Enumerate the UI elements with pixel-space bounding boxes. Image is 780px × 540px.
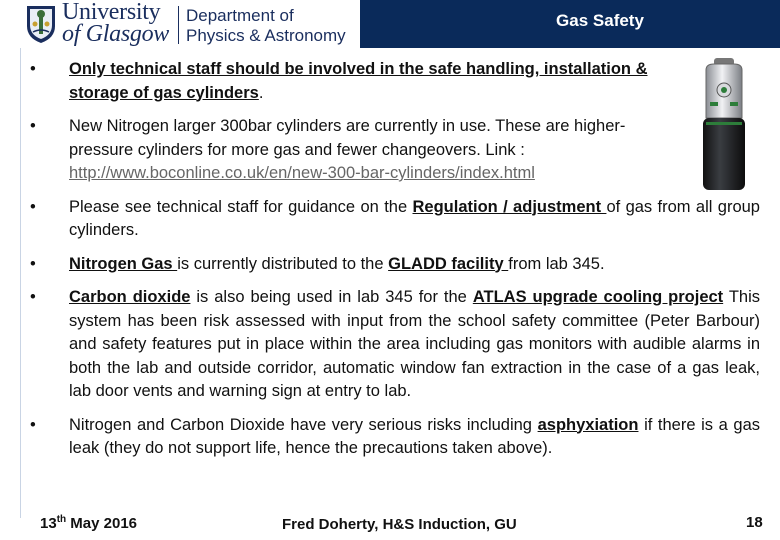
- bullet-marker: •: [30, 288, 36, 306]
- footer-date-day: 13: [40, 515, 57, 532]
- university-name-line1: University: [62, 0, 161, 25]
- footer-date: [40, 514, 137, 532]
- bullet-text: is also being used in lab 345 for the: [190, 288, 473, 306]
- bullet-text: from lab 345.: [508, 254, 605, 273]
- bullet-text-strong: Regulation / adjustment: [412, 197, 607, 216]
- department-name-line2: Physics & Astronomy: [186, 26, 346, 45]
- bullet-text-strong: Nitrogen Gas: [69, 254, 178, 273]
- bullet-carbon-dioxide: [24, 286, 760, 404]
- bullet-marker: •: [30, 197, 36, 216]
- bullet-text: of gas from all group cylinders.: [69, 197, 760, 239]
- bullet-text: Please see technical staff for guidance on the: [69, 197, 413, 216]
- boc-cylinders-link[interactable]: http://www.boconline.co.uk/en/new-300-bar-cylinders/index.html: [69, 164, 535, 182]
- bullet-text: .: [258, 83, 264, 102]
- footer-date-suffix: th: [56, 514, 67, 525]
- university-crest-icon: [25, 4, 57, 44]
- bullet-nitrogen-distribution: [24, 253, 760, 277]
- bullet-text: New Nitrogen larger 300bar cylinders are currently in use. These are higher-pressure cylinders for more gas and fewer changeovers. Link :: [69, 117, 626, 159]
- bullet-text-strong: Carbon dioxide: [69, 288, 191, 306]
- bullet-marker: •: [30, 60, 36, 78]
- bullet-regulation-guidance: [24, 196, 760, 243]
- bullet-text-strong: ATLAS upgrade cooling project: [472, 288, 724, 306]
- university-name-line2: of Glasgow: [62, 21, 170, 47]
- bullet-text-strong: GLADD facility: [388, 254, 509, 273]
- bullet-text: is currently distributed to the: [177, 254, 389, 273]
- bullet-text-strong: Only technical staff should be involved in the safe handling, installation & storage of gas cylinders: [69, 60, 648, 102]
- bullet-marker: •: [30, 117, 36, 135]
- bullet-text: This system has been risk assessed with input from the school safety committee (Peter Barbour) and safety features put in place within the area including gas monitors with audible alarms in both the lab and outside corridor, automatic window fan extraction in the case of a gas leak, lab door vents and warning sign at entry to lab.: [69, 288, 760, 400]
- bullet-text-strong: asphyxiation: [537, 415, 639, 434]
- footer-date-rest: May 2016: [66, 515, 138, 532]
- bullet-text: if there is a gas leak (they do not support life, hence the precautions taken above).: [69, 415, 760, 457]
- department-name: [186, 6, 346, 46]
- bullet-marker: •: [30, 254, 36, 273]
- page-number: 18: [746, 514, 763, 531]
- department-name-line1: Department of: [186, 6, 294, 25]
- footer-presenter: Fred Doherty, H&S Induction, GU: [282, 516, 517, 533]
- slide-title: Gas Safety: [556, 11, 644, 30]
- logo-block: [0, 0, 360, 48]
- bullet-list: [24, 58, 760, 471]
- bullet-nitrogen-cylinders: [24, 115, 678, 186]
- left-margin-rule: [20, 48, 21, 518]
- logo-divider: [178, 6, 179, 44]
- bullet-text: Nitrogen and Carbon Dioxide have very serious risks including: [69, 415, 538, 434]
- bullet-asphyxiation-risk: [24, 414, 760, 461]
- bullet-marker: •: [30, 415, 36, 434]
- university-name: [62, 1, 169, 45]
- bullet-cylinder-handling: [24, 58, 678, 105]
